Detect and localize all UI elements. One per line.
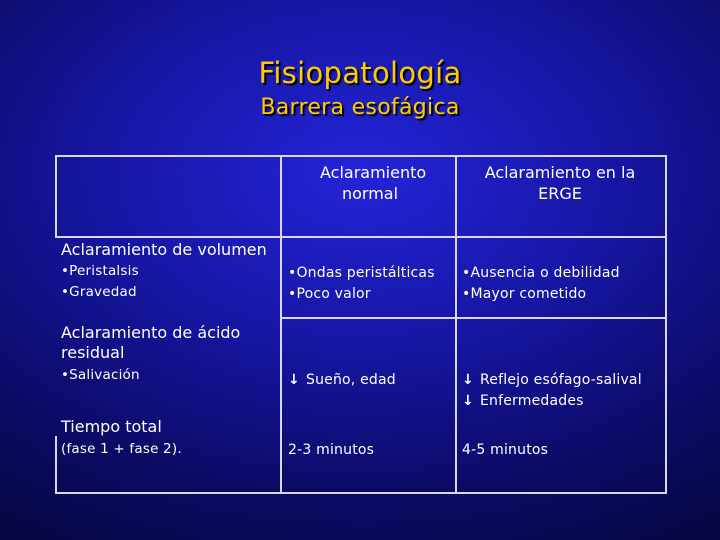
row-item: •Gravedad xyxy=(61,284,137,300)
cell-erge: •Mayor cometido xyxy=(462,286,587,302)
cell-normal xyxy=(288,370,396,391)
cell-normal: 2-3 minutos xyxy=(288,442,375,458)
row-label-acido: Aclaramiento de ácido residual xyxy=(61,323,241,362)
cell-normal: •Poco valor xyxy=(288,286,371,302)
table-divider-row-1 xyxy=(282,317,667,319)
slide-title: Fisiopatología xyxy=(258,56,462,90)
cell-erge: •Ausencia o debilidad xyxy=(462,265,620,281)
column-header-normal: Aclaramiento normal xyxy=(320,163,427,203)
cell-text: Reflejo esófago-salival xyxy=(480,372,642,388)
arrow-down-icon: ↓ xyxy=(462,393,474,409)
column-header-erge: Aclaramiento en la ERGE xyxy=(484,163,636,203)
cell-erge xyxy=(462,391,584,412)
table-divider-header xyxy=(55,236,667,238)
cell-erge: 4-5 minutos xyxy=(462,442,549,458)
table-border-left xyxy=(55,155,57,237)
row-label-volumen: Aclaramiento de volumen xyxy=(61,240,267,259)
cell-normal: •Ondas peristálticas xyxy=(288,265,435,281)
row-item: •Salivación xyxy=(61,367,140,383)
cell-text: Enfermedades xyxy=(480,393,584,409)
table-border-top xyxy=(55,155,667,157)
row-item: •Peristalsis xyxy=(61,263,139,279)
arrow-down-icon: ↓ xyxy=(288,372,300,388)
arrow-down-icon: ↓ xyxy=(462,372,474,388)
cell-erge xyxy=(462,370,642,391)
table-border-right xyxy=(665,155,667,494)
row-label-tiempo: Tiempo total xyxy=(61,417,162,436)
table-divider-col-1 xyxy=(280,155,282,494)
table-divider-col-2 xyxy=(455,155,457,494)
cell-text: Sueño, edad xyxy=(306,372,396,388)
table-border-bottom xyxy=(55,492,667,494)
row-item: (fase 1 + fase 2). xyxy=(61,441,182,457)
table-border-left-lower xyxy=(55,436,57,494)
slide-subtitle: Barrera esofágica xyxy=(260,95,460,120)
